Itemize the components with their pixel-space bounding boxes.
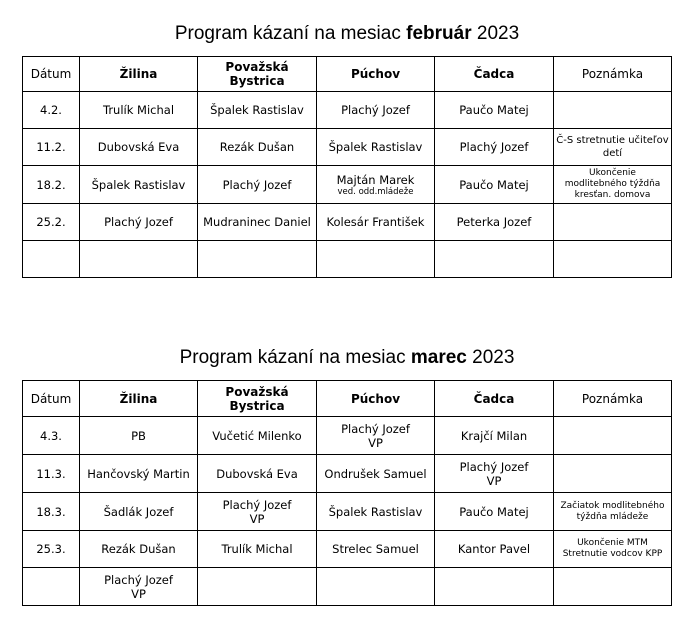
header-cadca: Čadca xyxy=(435,57,554,92)
cell-povazska-bystrica: Rezák Dušan xyxy=(198,129,317,166)
cell-cadca: Plachý Jozef xyxy=(435,129,554,166)
cell-zilina: Plachý Jozef VP xyxy=(80,568,198,606)
cell-date: 25.3. xyxy=(23,531,80,568)
table-row xyxy=(23,493,672,531)
table-row xyxy=(23,92,672,129)
schedule-table-march xyxy=(22,380,672,606)
table-title-february: Program kázaní na mesiac február 2023 xyxy=(174,23,520,44)
cell-note: Začiatok modlitebného týždňa mládeže xyxy=(554,493,672,531)
table-row xyxy=(23,204,672,241)
cell-date: 18.3. xyxy=(23,493,80,531)
cell-cadca xyxy=(435,568,554,606)
cell-cadca: Plachý Jozef VP xyxy=(435,455,554,493)
schedule-table-february xyxy=(22,56,672,278)
cell-zilina: Plachý Jozef xyxy=(80,204,198,241)
cell-zilina: Rezák Dušan xyxy=(80,531,198,568)
cell-puchov xyxy=(317,568,435,606)
header-note: Poznámka xyxy=(554,57,672,92)
cell-note xyxy=(554,417,672,455)
cell-zilina: Šadlák Jozef xyxy=(80,493,198,531)
cell-zilina: Dubovská Eva xyxy=(80,129,198,166)
table-title-march: Program kázaní na mesiac marec 2023 xyxy=(179,347,515,368)
cell-note xyxy=(554,92,672,129)
table-row xyxy=(23,129,672,166)
header-cadca: Čadca xyxy=(435,381,554,417)
cell-povazska-bystrica: Mudraninec Daniel xyxy=(198,204,317,241)
cell-date: 11.2. xyxy=(23,129,80,166)
cell-note xyxy=(554,241,672,278)
table-row xyxy=(23,166,672,204)
table-row xyxy=(23,417,672,455)
preacher-role: ved. odd.mládeže xyxy=(337,186,414,197)
cell-date: 4.3. xyxy=(23,417,80,455)
cell-cadca: Paučo Matej xyxy=(435,493,554,531)
cell-puchov: Špalek Rastislav xyxy=(317,129,435,166)
table-row xyxy=(23,241,672,278)
cell-note: Ukončenie MTM Stretnutie vodcov KPP xyxy=(554,531,672,568)
cell-povazska-bystrica: Vučetić Milenko xyxy=(198,417,317,455)
cell-note xyxy=(554,455,672,493)
table-row xyxy=(23,531,672,568)
cell-puchov: Ondrušek Samuel xyxy=(317,455,435,493)
cell-povazska-bystrica xyxy=(198,241,317,278)
cell-note: Ukončenie modlitebného týždňa kresťan. domova xyxy=(554,166,672,204)
cell-date: 11.3. xyxy=(23,455,80,493)
header-zilina: Žilina xyxy=(80,381,198,417)
cell-puchov: Plachý Jozef VP xyxy=(317,417,435,455)
cell-puchov: Plachý Jozef xyxy=(317,92,435,129)
cell-povazska-bystrica: Dubovská Eva xyxy=(198,455,317,493)
cell-puchov: Strelec Samuel xyxy=(317,531,435,568)
header-puchov: Púchov xyxy=(317,381,435,417)
cell-date: 4.2. xyxy=(23,92,80,129)
cell-povazska-bystrica xyxy=(198,568,317,606)
header-povazska-bystrica: Považská Bystrica xyxy=(198,381,317,417)
header-zilina: Žilina xyxy=(80,57,198,92)
cell-note xyxy=(554,204,672,241)
cell-note: Č-S stretnutie učiteľov detí xyxy=(554,129,672,166)
cell-note xyxy=(554,568,672,606)
header-row xyxy=(23,381,672,417)
cell-zilina: Trulík Michal xyxy=(80,92,198,129)
header-puchov: Púchov xyxy=(317,57,435,92)
cell-puchov: Kolesár František xyxy=(317,204,435,241)
cell-date: 18.2. xyxy=(23,166,80,204)
cell-zilina xyxy=(80,241,198,278)
cell-cadca: Kantor Pavel xyxy=(435,531,554,568)
cell-zilina: Špalek Rastislav xyxy=(80,166,198,204)
cell-povazska-bystrica: Trulík Michal xyxy=(198,531,317,568)
header-note: Poznámka xyxy=(554,381,672,417)
cell-date xyxy=(23,568,80,606)
cell-cadca: Peterka Jozef xyxy=(435,204,554,241)
cell-puchov: Špalek Rastislav xyxy=(317,493,435,531)
cell-cadca: Paučo Matej xyxy=(435,92,554,129)
cell-puchov xyxy=(317,241,435,278)
cell-date: 25.2. xyxy=(23,204,80,241)
cell-povazska-bystrica: Plachý Jozef VP xyxy=(198,493,317,531)
table-row xyxy=(23,455,672,493)
cell-povazska-bystrica: Plachý Jozef xyxy=(198,166,317,204)
cell-povazska-bystrica: Špalek Rastislav xyxy=(198,92,317,129)
header-date: Dátum xyxy=(23,57,80,92)
cell-cadca: Paučo Matej xyxy=(435,166,554,204)
cell-zilina: PB xyxy=(80,417,198,455)
cell-cadca: Krajčí Milan xyxy=(435,417,554,455)
table-row xyxy=(23,568,672,606)
cell-date xyxy=(23,241,80,278)
cell-cadca xyxy=(435,241,554,278)
header-povazska-bystrica: Považská Bystrica xyxy=(198,57,317,92)
preacher-name: Majtán Marek xyxy=(336,172,415,187)
header-date: Dátum xyxy=(23,381,80,417)
header-row xyxy=(23,57,672,92)
cell-zilina: Hančovský Martin xyxy=(80,455,198,493)
cell-puchov xyxy=(317,166,435,204)
